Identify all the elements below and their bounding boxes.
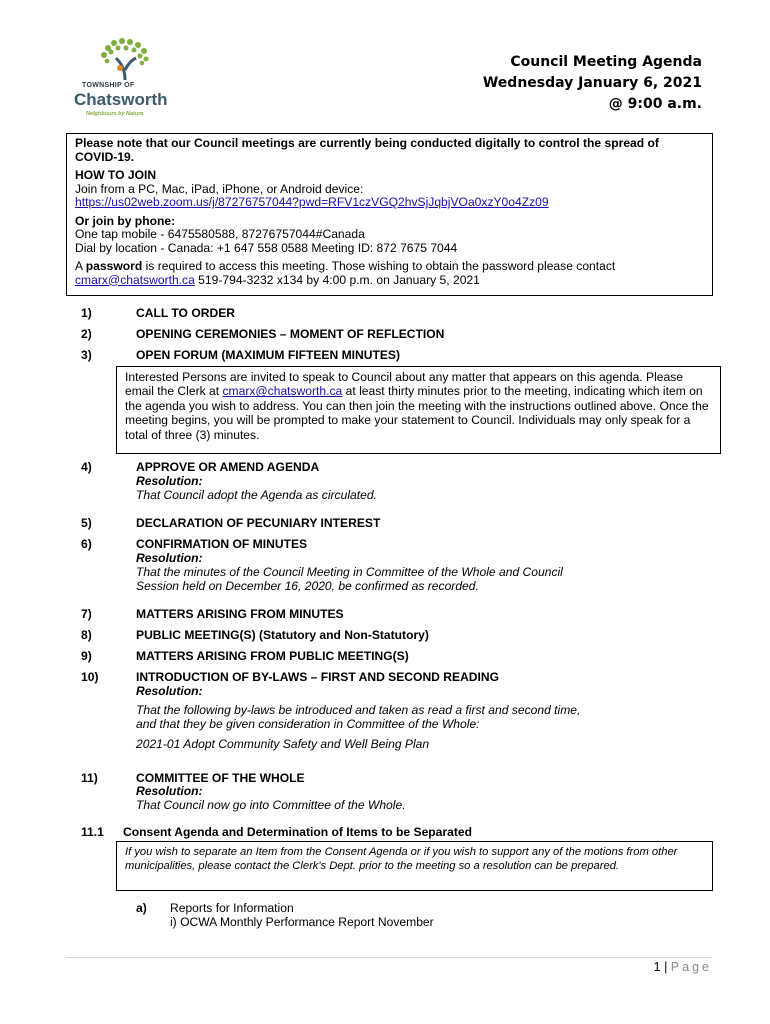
- contact-email-link[interactable]: cmarx@chatsworth.ca: [75, 272, 195, 287]
- logo-township-text: TOWNSHIP OF: [82, 82, 135, 89]
- phone-line-2: Dial by location - Canada: +1 647 558 0588 Meeting ID: 872 7675 7044: [75, 240, 458, 255]
- page-word: Page: [670, 960, 712, 974]
- title-line-2: Wednesday January 6, 2021: [482, 75, 702, 91]
- title-line-3: @ 9:00 a.m.: [608, 96, 702, 112]
- how-to-join-heading: HOW TO JOIN: [75, 168, 157, 182]
- logo-name: Chatsworth: [74, 90, 168, 109]
- open-forum-box: Interested Persons are invited to speak to Council about any matter that appears on this agenda. Please email the Clerk at cmarx@chatsworth.ca at least thirty minutes prior to the meeting, indicating which item on the agenda you wish to address. You can then join the meeting with the instructions outlined above. Once the meeting begins, you will be prompted to make your statement to Council. Individuals may only speak for a total of three (3) minutes.: [116, 366, 721, 454]
- phone-line-1: One tap mobile - 6475580588, 87276757044#Canada: [75, 227, 365, 241]
- title-line-1: Council Meeting Agenda: [510, 54, 702, 70]
- password-note: A password is required to access this meeting. Those wishing to obtain the password please contact cmarx@chatsworth.ca 519-794-3232 x134 by 4:00 p.m. on January 5, 2021: [75, 259, 616, 287]
- page-footer: 1 | Page: [653, 960, 712, 974]
- footer-divider: [66, 957, 712, 958]
- clerk-email-link[interactable]: cmarx@chatsworth.ca: [222, 384, 343, 399]
- notice-intro: Please note that our Council meetings are currently being conducted digitally to control the spread of COVID-19.: [75, 136, 659, 164]
- page-title: [483, 52, 702, 115]
- consent-agenda-note-box: If you wish to separate an Item from the Consent Agenda or if you wish to support any of the motions from other municipalities, please contact the Clerk's Dept. prior to the meeting so a resolution can be prepared.: [116, 841, 713, 891]
- township-logo: [70, 38, 180, 123]
- tree-icon: [98, 38, 152, 82]
- logo-tagline: Neighbours by Nature: [86, 111, 144, 117]
- zoom-link[interactable]: https://us02web.zoom.us/j/87276757044?pwd=RFV1czVGQ2hvSjJqbjVOa0xzY0o4Zz09: [75, 195, 549, 209]
- covid-notice-box: [66, 133, 713, 296]
- page-number: 1: [653, 960, 661, 974]
- phone-heading: Or join by phone:: [75, 213, 176, 228]
- join-text: Join from a PC, Mac, iPad, iPhone, or Android device:: [75, 181, 364, 196]
